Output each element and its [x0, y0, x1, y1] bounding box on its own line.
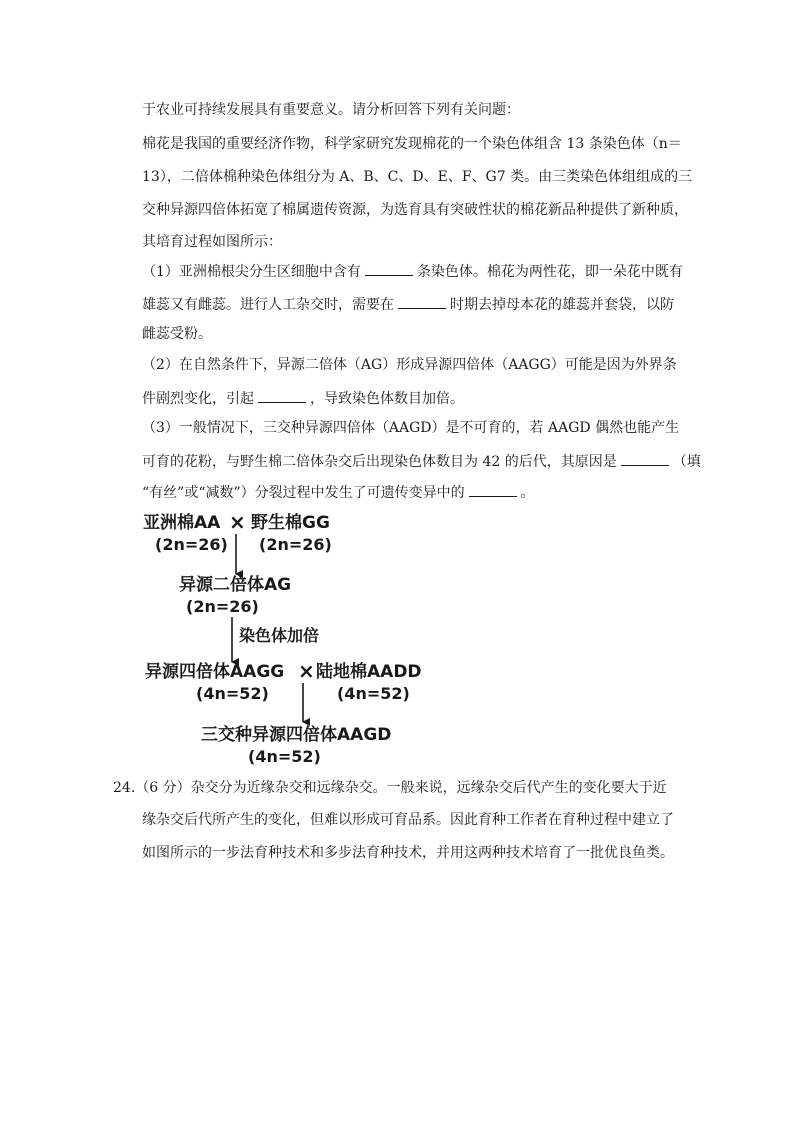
question-2-line-1: （2）在自然条件下，异源二倍体（AG）形成异源四倍体（AAGG）可能是因为外界条 [142, 357, 677, 373]
wild-cotton-label: 野生棉GG [251, 513, 330, 533]
question-3-line-2 [142, 451, 701, 472]
allodiploid-chromosomes: (2n=26) [186, 597, 259, 616]
question-1-text-a: （1）亚洲棉根尖分生区细胞中含有 [142, 264, 361, 280]
question-3-text-d: 。 [520, 485, 535, 501]
doubling-label: 染色体加倍 [239, 626, 320, 645]
asian-cotton-chromosomes: (2n=26) [155, 535, 228, 554]
triple-cross-chromosomes: (4n=52) [248, 747, 321, 766]
question-1-line-3: 雌蕊受粉。 [142, 326, 212, 342]
wild-cotton-chromosomes: (2n=26) [259, 535, 332, 554]
question-24-line-2: 缘杂交后代所产生的变化，但难以形成可育品系。因此育种工作者在育种过程中建立了 [142, 812, 674, 828]
question-3-text-b: （填 [672, 454, 701, 470]
answer-blank-2 [398, 294, 446, 309]
question-24-line-3: 如图所示的一步法育种技术和多步法育种技术，并用这两种技术培育了一批优良鱼类。 [142, 845, 674, 861]
question-24-line-1: 24.（6 分）杂交分为近缘杂交和远缘杂交。一般来说，远缘杂交后代产生的变化要大于近 [113, 780, 667, 796]
question-1-text-b: 条染色体。棉花为两性花，即一朵花中既有 [416, 264, 683, 280]
question-1-line-1 [142, 261, 683, 282]
question-2-line-2 [142, 388, 464, 409]
text-line-5: 其培育过程如图所示： [142, 234, 282, 250]
asian-cotton-label: 亚洲棉AA [143, 513, 221, 533]
question-3-text-a: 可育的花粉，与野生棉二倍体杂交后出现染色体数目为 42 的后代，其原因是 [142, 454, 617, 470]
triple-cross-allotetraploid-label: 三交种异源四倍体AAGD [201, 725, 392, 745]
allotetraploid-chromosomes: (4n=52) [196, 684, 269, 703]
question-1-line-2 [142, 294, 674, 315]
upland-cotton-label: 陆地棉AADD [316, 662, 422, 682]
allodiploid-label: 异源二倍体AG [179, 575, 292, 595]
allotetraploid-label: 异源四倍体AAGG [145, 662, 285, 682]
question-2-text-b: ，导致染色体数目加倍。 [310, 391, 464, 407]
upland-cotton-chromosomes: (4n=52) [337, 684, 410, 703]
question-1-text-c: 雄蕊又有雌蕊。进行人工杂交时，需要在 [142, 297, 394, 313]
answer-blank-5 [469, 482, 517, 497]
question-3-line-1: （3）一般情况下，三交种异源四倍体（AAGD）是不可育的，若 AAGD 偶然也能产生 [142, 420, 680, 436]
answer-blank-3 [258, 388, 306, 403]
question-1-text-d: 时期去掉母本花的雄蕊并套袋，以防 [450, 297, 674, 313]
text-line-1: 于农业可持续发展具有重要意义。请分析回答下列有关问题： [142, 102, 520, 118]
question-3-text-c: “有丝”或“减数”）分裂过程中发生了可遗传变异中的 [142, 485, 465, 501]
cross-symbol-2: × [298, 659, 315, 683]
question-3-line-3 [142, 482, 535, 503]
answer-blank-4 [621, 451, 669, 466]
cross-symbol-1: × [229, 510, 246, 534]
text-line-2: 棉花是我国的重要经济作物，科学家研究发现棉花的一个染色体组含 13 条染色体（n＝ [142, 136, 682, 152]
text-line-3: 13），二倍体棉种染色体组分为 A、B、C、D、E、F、G7 类。由三类染色体组组成的三 [142, 169, 693, 185]
text-line-4: 交种异源四倍体拓宽了棉属遗传资源，为选育具有突破性状的棉花新品种提供了新种质， [142, 202, 688, 218]
answer-blank-1 [365, 261, 413, 276]
question-2-text-a: 件剧烈变化，引起 [142, 391, 254, 407]
